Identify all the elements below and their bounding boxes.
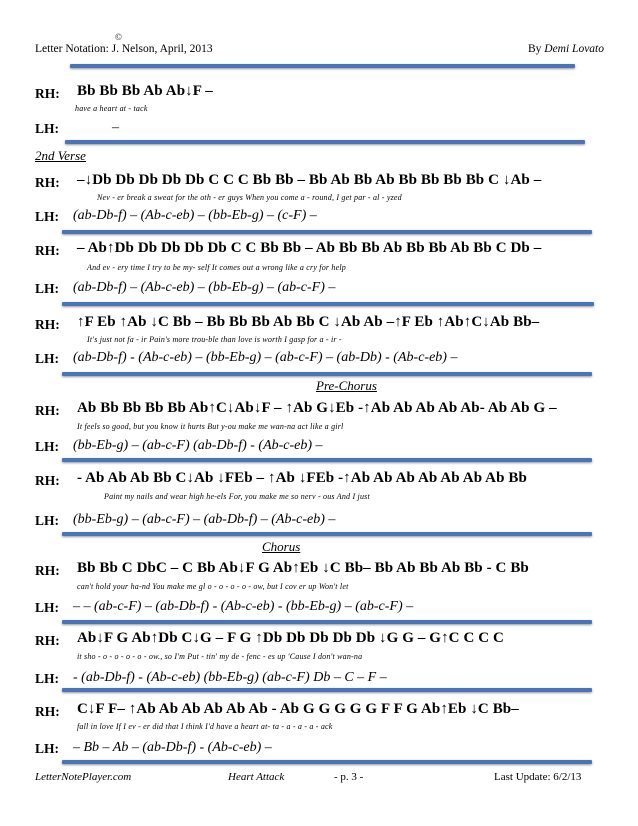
lyrics: can't hold your ha-nd You make me gl o - o - o - o - ow, but I cov er up Won't let: [77, 582, 349, 591]
lh-notes: (ab-Db-f) - (Ab-c-eb) – (bb-Eb-g) – (ab-c-F) – (ab-Db) - (Ab-c-eb) –: [73, 350, 458, 365]
rh-notes: – Ab↑Db Db Db Db Db C C Bb Bb – Ab Bb Bb Ab Bb Bb Ab Bb C Db –: [77, 240, 542, 256]
rh-notes: C↓F F– ↑Ab Ab Ab Ab Ab Ab - Ab G G G G G F F G Ab↑Eb ↓C Bb–: [77, 701, 519, 717]
lyrics: Paint my nails and wear high he-els For, you make me so nerv - ous And I just: [104, 492, 370, 501]
header-left: Letter Notation: J. Nelson, April, 2013: [35, 43, 213, 55]
header-right: By Demi Lovato: [527, 43, 604, 55]
lyrics: And ev - ery time I try to be my- self It comes out a wrong like a cry for help: [87, 263, 346, 272]
lh-label: LH:: [35, 121, 60, 136]
rh-notes: - Ab Ab Ab Bb C↓Ab ↓FEb – ↑Ab ↓FEb -↑Ab Ab Ab Ab Ab Ab Ab Bb: [77, 470, 527, 486]
staff-divider: [62, 532, 592, 536]
lh-label: LH:: [35, 513, 60, 528]
lh-label: LH:: [35, 209, 60, 224]
footer-song: Heart Attack: [228, 771, 285, 783]
rh-label: RH:: [35, 317, 60, 332]
footer-updated: Last Update: 6/2/13: [494, 771, 582, 783]
section-title-pre-chorus: Pre-Chorus: [316, 378, 377, 393]
lyrics: It feels so good, but you know it hurts But y-ou make me wan-na act like a girl: [77, 422, 344, 431]
staff-divider: [62, 372, 592, 376]
staff-divider: [62, 302, 594, 306]
lh-notes: (bb-Eb-g) – (ab-c-F) – (ab-Db-f) – (Ab-c-eb) –: [73, 512, 336, 527]
rh-label: RH:: [35, 563, 60, 578]
staff-divider: [62, 620, 592, 624]
lyrics: have a heart at - tack: [75, 104, 148, 113]
rh-label: RH:: [35, 473, 60, 488]
staff-divider: [70, 64, 575, 68]
footer-page: - p. 3 -: [334, 771, 364, 783]
lh-notes: –: [112, 120, 119, 135]
rh-label: RH:: [35, 704, 60, 719]
lyrics: It's just not fa - ir Pain's more trou-ble than love is worth I gasp for a - ir -: [87, 335, 342, 344]
lh-notes: (ab-Db-f) – (Ab-c-eb) – (bb-Eb-g) – (ab-c-F) –: [73, 280, 336, 295]
section-title-verse2: 2nd Verse: [35, 148, 86, 163]
lh-notes: (ab-Db-f) – (Ab-c-eb) – (bb-Eb-g) – (c-F) –: [73, 208, 317, 223]
rh-notes: Ab↓F G Ab↑Db C↓G – F G ↑Db Db Db Db Db ↓G G – G↑C C C C: [77, 630, 504, 646]
rh-label: RH:: [35, 403, 60, 418]
lh-label: LH:: [35, 600, 60, 615]
lh-label: LH:: [35, 671, 60, 686]
rh-notes: –↓Db Db Db Db Db C C C Bb Bb – Bb Ab Bb Ab Bb Bb Bb Bb C ↓Ab –: [77, 172, 542, 188]
lyrics: Nev - er break a sweat for the oth - er guys When you come a - round, I get par - al - yzed: [97, 193, 402, 202]
lh-label: LH:: [35, 439, 60, 454]
lh-notes: - (ab-Db-f) - (Ab-c-eb) (bb-Eb-g) (ab-c-F) Db – C – F –: [73, 670, 387, 685]
section-title-chorus: Chorus: [262, 539, 301, 554]
staff-divider: [65, 140, 585, 144]
rh-notes: ↑F Eb ↑Ab ↓C Bb – Bb Bb Bb Ab Bb C ↓Ab Ab –↑F Eb ↑Ab↑C↓Ab Bb–: [77, 314, 540, 330]
lh-notes: (bb-Eb-g) – (ab-c-F) (ab-Db-f) - (Ab-c-eb) –: [73, 438, 323, 453]
rh-notes: Bb Bb C DbC – C Bb Ab↓F G Ab↑Eb ↓C Bb– Bb Ab Bb Ab Bb - C Bb: [77, 560, 529, 576]
staff-divider: [62, 458, 592, 462]
lh-notes: – – (ab-c-F) – (ab-Db-f) - (Ab-c-eb) - (bb-Eb-g) – (ab-c-F) –: [73, 599, 414, 614]
lyrics: fall in love If I ev - er did that I think I'd have a heart at- ta - a - a - a - ack: [77, 722, 333, 731]
rh-label: RH:: [35, 243, 60, 258]
rh-notes: Bb Bb Bb Ab Ab↓F –: [77, 83, 213, 99]
rh-notes: Ab Bb Bb Bb Bb Ab↑C↓Ab↓F – ↑Ab G↓Eb -↑Ab Ab Ab Ab Ab- Ab Ab G –: [77, 400, 557, 416]
lh-label: LH:: [35, 351, 60, 366]
lyrics: it sho - o - o - o - o - ow., so I'm Put - tin' my de - fenc - es up 'Cause I don't wan-na: [77, 652, 363, 661]
staff-divider: [62, 230, 592, 234]
staff-divider: [62, 760, 592, 764]
lh-notes: – Bb – Ab – (ab-Db-f) - (Ab-c-eb) –: [73, 740, 272, 755]
lh-label: LH:: [35, 281, 60, 296]
artist-name: Demi Lovato: [544, 43, 604, 55]
copyright-symbol: ©: [115, 32, 122, 42]
staff-divider: [62, 688, 592, 692]
rh-label: RH:: [35, 633, 60, 648]
rh-label: RH:: [35, 86, 60, 101]
rh-label: RH:: [35, 175, 60, 190]
footer-site: LetterNotePlayer.com: [35, 771, 132, 783]
lh-label: LH:: [35, 741, 60, 756]
